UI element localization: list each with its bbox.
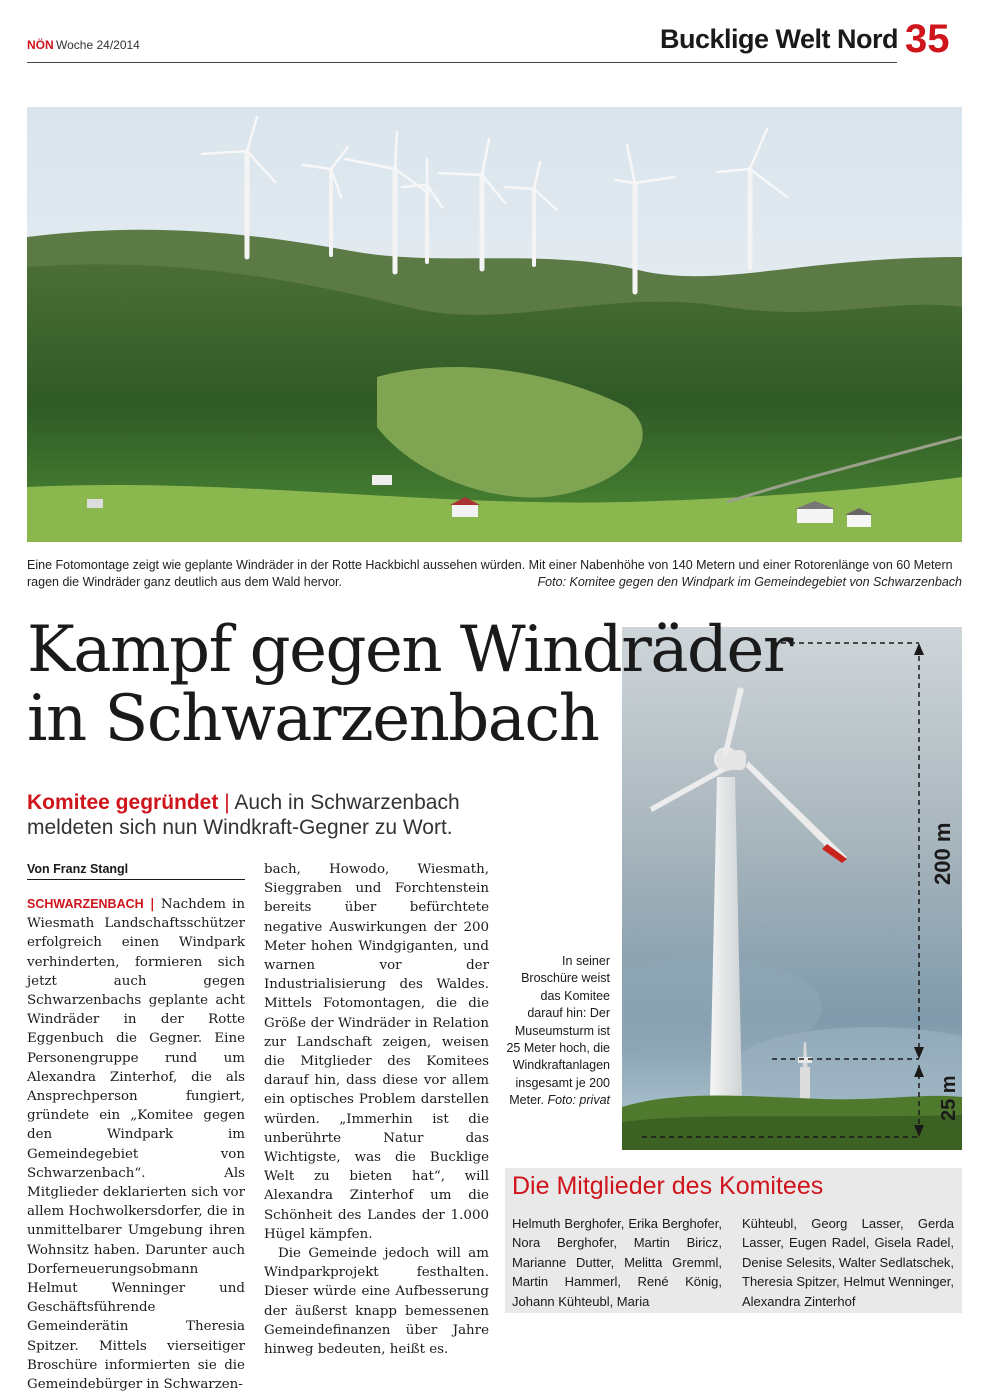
body-text: Nachdem in Wiesmath Landschaftsschützer erfolgreich einen Windpark verhinderten, formieren sich jetzt auch gegen Schwarzenbachs geplante acht Windräder in der Rotte Eggenbuch die Gegner. Eine Personengruppe rund um Alexandra Zinterhof, die als Ansprechperson fungiert, gründete ein „Komitee gegen den Windpark im Gemeindegebiet von Schwarzenbach“. Als Mitglieder deklarierten sich vor allem Hochwolkersdorfer, die in unmittelbarer Umgebung ihren Wohnsitz haben. Darunter auch Dorferneuerungsobmann Helmut Wenninger und Geschäftsführende Gemeinderätin Theresia Spitzer. Mittels vierseitiger Broschüre informierten sie die Gemeindebürger in Schwarzen- (27, 897, 245, 1393)
issue-week: Woche 24/2014 (56, 38, 140, 52)
main-photo-caption (27, 557, 962, 591)
dateline-separator: | (149, 896, 155, 912)
newspaper-brand: NÖN (27, 38, 54, 52)
caption-credit: Foto: Komitee gegen den Windpark im Gemeindegebiet von Schwarzenbach (537, 575, 962, 589)
dek-text: Auch in Schwarzenbach meldeten sich nun Windkraft-Gegner zu Wort. (27, 791, 460, 839)
dimension-label-total-height: 200 m (930, 822, 955, 885)
article-dek (27, 790, 497, 840)
turbine-caption-credit: Foto: privat (547, 1093, 610, 1108)
body-paragraph (27, 895, 245, 1394)
section-title: Bucklige Welt Nord (659, 24, 898, 54)
dateline: SCHWARZENBACH (27, 897, 144, 911)
headline-line-2: in Schwarzenbach (27, 682, 599, 756)
byline: Von Franz Stangl (27, 862, 245, 880)
dek-separator-glyph: | (224, 791, 230, 814)
turbine-caption-text: In seiner Broschüre weist das Komitee darauf hin: Der Museumsturm ist 25 Meter hoch, die Windkraftanlagen insgesamt je 200 Meter. (506, 954, 610, 1108)
body-paragraph: Die Gemeinde jedoch will am Windparkprojekt festhalten. Dieser würde eine Aufbesserung der äußerst knapp bemessenen Gemeindefinanzen über Jahre hinweg bedeuten, heißt es. (264, 1246, 489, 1358)
caption-text: Eine Fotomontage zeigt wie geplante Windräder in der Rotte Hackbichl aussehen würden. Mit einer Nabenhöhe von 140 Metern und einer Rotorenlänge von 60 Metern ragen die Windräder ganz deutlich aus dem Wald hervor. (27, 558, 953, 589)
page-number: 35 (905, 17, 950, 61)
headline-line-1: Kampf gegen Windräder (27, 613, 792, 687)
members-list-column-2: Kühteubl, Georg Lasser, Gerda Lasser, Eugen Radel, Gisela Radel, Denise Selesits, Walter Sedlatschek, Theresia Spitzer, Helmut Wenninger, Alexandra Zinterhof (742, 1216, 954, 1309)
body-paragraph: bach, Howodo, Wiesmath, Sieggraben und Forchtenstein bereits über befürchtete negative Auswirkungen der 200 Meter hohen Windgiganten, und warnen vor der Industrialisierung des Waldes. Mittels Fotomontagen, die die Größe der Windräder in Relation zur Landschaft zeigen, weisen die Mitglieder des Komitees darauf hin, dass diese vor allem ein optisches Problem darstellen würden. „Immerhin ist die unberührte Natur das Wichtigste, was die Bucklige Welt zu bieten hat“, will Alexandra Zinterhof um die Schönheit des Landes der 1.000 Hügel kämpfen. (264, 862, 489, 1242)
members-list-column-1: Helmuth Berghofer, Erika Berghofer, Nora Berghofer, Martin Biricz, Marianne Dutter, Melitta Gremml, Martin Hammerl, René König, Johann Kühteubl, Maria (512, 1216, 722, 1309)
main-photo-windturbines-montage (27, 107, 962, 542)
dimension-label-tower-height: 25 m (938, 1075, 960, 1121)
body-column-1 (27, 895, 245, 1394)
article-headline (27, 613, 807, 756)
members-title: Die Mitglieder des Komitees (512, 1172, 824, 1200)
turbine-photo-caption (506, 953, 610, 1110)
header-rule (27, 62, 897, 63)
dek-kicker: Komitee gegründet (27, 791, 219, 814)
body-column-2 (264, 860, 489, 1359)
